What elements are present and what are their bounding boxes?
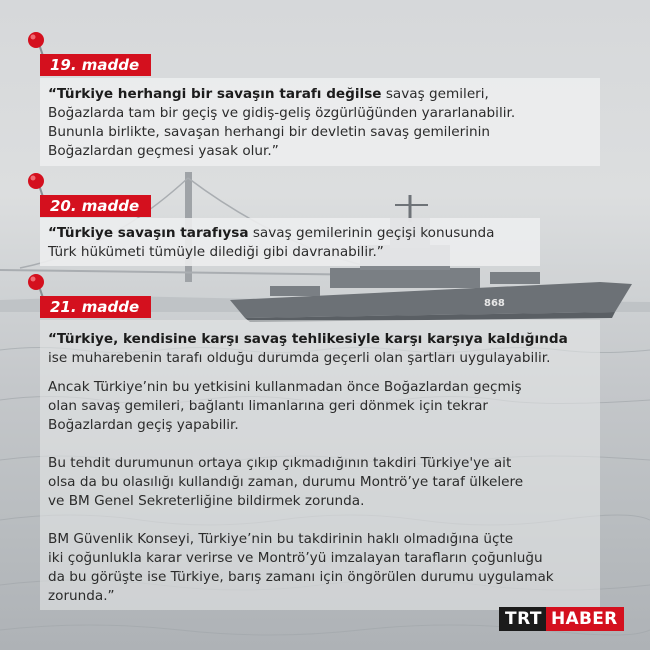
paragraph-line: olsa da bu olasılığı kullandığı zaman, durumu Montrö’ye taraf ülkelere — [48, 474, 524, 490]
article-19-line: Boğazlarda tam bir geçiş ve gidiş-geliş özgürlüğünden yararlanabilir. — [48, 105, 516, 121]
paragraph-line: Bu tehdit durumunun ortaya çıkıp çıkmadığının takdiri Türkiye'ye ait — [48, 455, 512, 471]
article-20-bold-lead: “Türkiye savaşın tarafıysa — [48, 225, 249, 241]
article-21-bold-lead: “Türkiye, kendisine karşı savaş tehlikesiyle karşı karşıya kaldığında — [48, 331, 568, 347]
paragraph-line: zorunda.” — [48, 588, 115, 604]
paragraph-line: iki çoğunlukla karar verirse ve Montrö’yü imzalayan tarafların çoğunluğu — [48, 550, 543, 566]
ship-hull-number: 868 — [484, 298, 505, 309]
trt-haber-logo — [499, 607, 624, 631]
article-21-paragraph-2 — [48, 454, 568, 511]
article-21-tag: 21. madde — [40, 296, 151, 318]
paragraph-line: olan savaş gemileri, bağlantı limanlarına geri dönmek için tekrar — [48, 398, 489, 414]
paragraph-line: BM Güvenlik Konseyi, Türkiye’nin bu takdirinin haklı olmadığına üçte — [48, 531, 514, 547]
logo-trt: TRT — [499, 607, 546, 631]
paragraph-line: Boğazlardan geçiş yapabilir. — [48, 417, 239, 433]
article-19-tag: 19. madde — [40, 54, 151, 76]
article-20-line: Türk hükümeti tümüyle dilediği gibi davranabilir.” — [48, 244, 384, 260]
article-19-line: Bununla birlikte, savaşan herhangi bir devletin savaş gemilerinin — [48, 124, 490, 140]
article-19-text — [48, 85, 515, 161]
article-19-line-1-rest: savaş gemileri, — [381, 86, 489, 102]
paragraph-line: da bu görüşte ise Türkiye, barış zamanı için öngörülen durumu uygulamak — [48, 569, 554, 585]
logo-haber: HABER — [546, 607, 624, 631]
article-21-text — [48, 330, 568, 606]
article-20-text — [48, 224, 495, 262]
article-21-paragraph-3 — [48, 530, 568, 606]
article-21-line: ise muharebenin tarafı olduğu durumda geçerli olan şartları uygulayabilir. — [48, 350, 551, 366]
article-20-tag: 20. madde — [40, 195, 151, 217]
paragraph-line: ve BM Genel Sekreterliğine bildirmek zorunda. — [48, 493, 365, 509]
paragraph-line: Ancak Türkiye’nin bu yetkisini kullanmadan önce Boğazlardan geçmiş — [48, 379, 522, 395]
article-21-paragraph-1 — [48, 378, 568, 435]
article-19-line: Boğazlardan geçmesi yasak olur.” — [48, 143, 279, 159]
article-19-bold-lead: “Türkiye herhangi bir savaşın tarafı değilse — [48, 86, 382, 102]
article-20-line-1-rest: savaş gemilerinin geçişi konusunda — [248, 225, 495, 241]
